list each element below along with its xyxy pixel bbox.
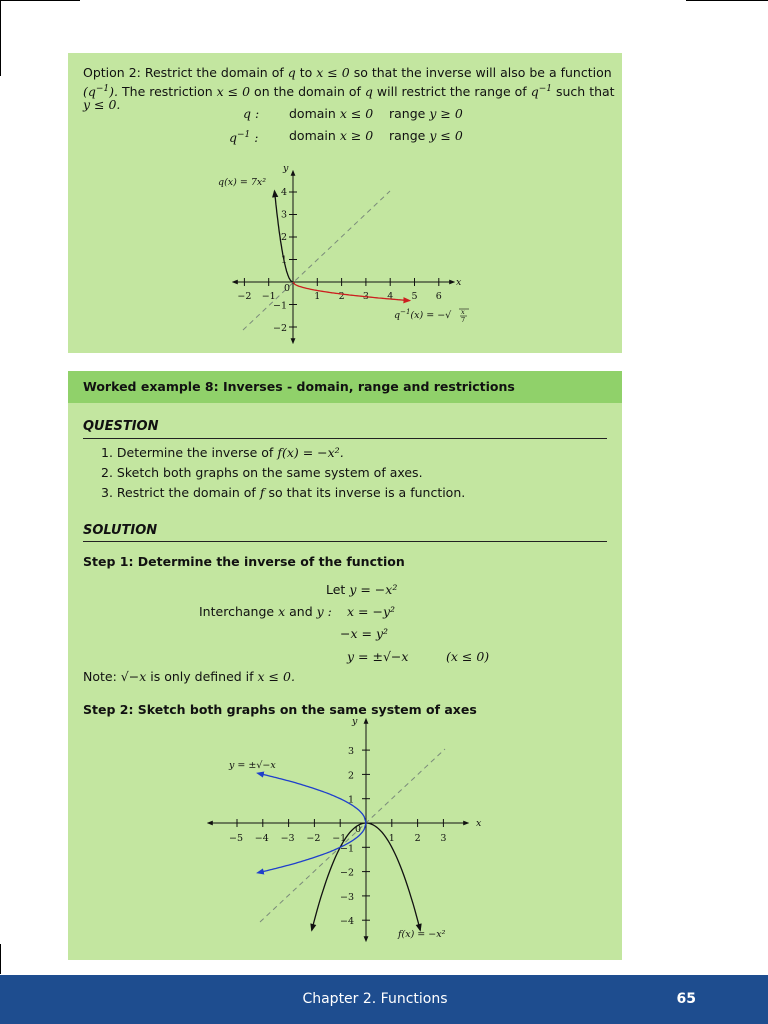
question-text: Sketch both graphs on the same system of axes. xyxy=(116,465,423,480)
math-sqrt: √−x xyxy=(120,669,147,684)
text: Option 2: Restrict the domain of xyxy=(83,65,284,80)
x-tick-label: −5 xyxy=(229,833,244,844)
math-q: (q xyxy=(83,84,96,100)
x-tick-label: −4 xyxy=(254,833,269,844)
crop-mark xyxy=(0,0,80,1)
y-tick-label: −1 xyxy=(340,843,355,855)
f-label: f(x) = −x² xyxy=(398,929,446,940)
math-sup: −1 xyxy=(237,130,251,140)
x-axis-label: x xyxy=(476,818,482,829)
step1-heading: Step 1: Determine the inverse of the function xyxy=(83,554,405,569)
x-tick-label: 5 xyxy=(411,291,418,302)
inverse-label: y = ±√−x xyxy=(229,760,276,771)
domain-value: x ≥ 0 xyxy=(339,128,374,143)
x-tick-label: −1 xyxy=(332,833,347,844)
y-tick-label: 3 xyxy=(281,209,288,221)
x-tick-label: 4 xyxy=(387,291,394,302)
eq-4-condition: (x ≤ 0) xyxy=(446,649,490,664)
text: Interchange xyxy=(199,604,275,619)
question-heading: QUESTION xyxy=(83,419,159,434)
question-num: 2. xyxy=(101,465,113,480)
x-tick-label: 3 xyxy=(362,291,369,302)
question-rule xyxy=(83,438,607,439)
x-tick-label: −3 xyxy=(280,833,295,844)
q-inverse-label: $q^{-1}(x)$ = −√ xyxy=(394,308,452,321)
math-eq: y = −x² xyxy=(349,582,398,597)
range-value: y ≥ 0 xyxy=(429,106,463,121)
y-axis-label: y xyxy=(352,716,358,727)
eq-4: y = ±√−x xyxy=(347,649,409,664)
footer-chapter: Chapter 2. Functions xyxy=(302,991,448,1007)
math-sup: −1 xyxy=(538,84,552,94)
x-axis-label: x xyxy=(456,277,462,288)
x-tick-label: 2 xyxy=(414,833,421,844)
text: such that xyxy=(555,84,615,100)
option2-line3: y ≤ 0. xyxy=(83,97,121,112)
math-sup: −1 xyxy=(95,84,110,94)
text: Let xyxy=(326,582,346,597)
question-num: 3. xyxy=(101,485,113,500)
range-word: range xyxy=(389,106,426,121)
question-num: 1. xyxy=(101,445,113,460)
crop-mark xyxy=(0,944,1,974)
math-condition: x ≤ 0. xyxy=(257,669,295,684)
text: on the domain of xyxy=(254,84,361,100)
domain-word: domain xyxy=(289,128,336,143)
option2-box xyxy=(68,53,622,353)
question-text: Determine the inverse of xyxy=(116,445,274,460)
origin-label: 0 xyxy=(355,824,362,835)
x-tick-label: 1 xyxy=(314,291,321,302)
graph-f-and-inverse xyxy=(68,711,622,956)
text: so that the inverse will also be a function xyxy=(353,65,612,80)
x-tick-label: −1 xyxy=(261,291,276,302)
eq-3: −x = y² xyxy=(340,626,389,641)
y-tick-label: −2 xyxy=(273,323,288,334)
y-tick-label: −2 xyxy=(340,867,355,879)
text: The restriction xyxy=(122,84,213,100)
fn-suffix: : xyxy=(250,130,259,146)
range-value: y ≤ 0 xyxy=(429,128,463,143)
eq-2: x = −y² xyxy=(347,604,396,619)
y-tick-label: 3 xyxy=(348,746,355,758)
y-tick-label: −3 xyxy=(340,891,355,903)
x-tick-label: −2 xyxy=(237,291,252,302)
domain-word: domain xyxy=(289,106,336,121)
y-tick-label: −1 xyxy=(273,300,288,312)
question-text: so that its inverse is a function. xyxy=(268,485,466,500)
range-word: range xyxy=(389,128,426,143)
question-math: f xyxy=(259,485,265,500)
y-axis-label: y xyxy=(283,163,289,174)
question-math: f(x) = −x². xyxy=(277,445,344,460)
graph-q-and-inverse xyxy=(68,53,622,353)
question-item xyxy=(101,485,465,501)
math-condition: x ≤ 0 xyxy=(316,65,350,80)
y-tick-label: 2 xyxy=(348,770,355,782)
x-tick-label: 6 xyxy=(435,291,442,302)
graph2-ticks xyxy=(229,746,446,927)
math-condition: x ≤ 0 xyxy=(216,84,251,100)
y-tick-label: 4 xyxy=(281,187,288,198)
solution-heading: SOLUTION xyxy=(83,523,158,538)
crop-mark xyxy=(0,0,1,76)
math-q: q xyxy=(364,84,373,100)
math-q: q xyxy=(287,65,296,80)
text: Note: xyxy=(83,669,117,684)
note xyxy=(83,669,295,685)
x-tick-label: 3 xyxy=(440,833,447,844)
fn-label: q : xyxy=(243,106,260,121)
text: is only defined if xyxy=(150,669,254,684)
eq-interchange xyxy=(199,604,332,620)
question-item xyxy=(101,465,423,481)
eq-let xyxy=(326,582,397,598)
text: to xyxy=(299,65,313,80)
x-tick-label: −2 xyxy=(306,833,321,844)
y-tick-label: 1 xyxy=(281,254,288,266)
solution-rule xyxy=(83,541,607,542)
math-paren: ). xyxy=(109,84,119,100)
domain-value: x ≤ 0 xyxy=(339,106,374,121)
footer-page-number: 65 xyxy=(676,991,696,1007)
x-tick-label: 1 xyxy=(388,833,395,844)
question-item xyxy=(101,445,344,461)
y-tick-label: 1 xyxy=(348,794,355,806)
worked-example-header xyxy=(68,371,622,403)
worked-example-box xyxy=(68,371,622,960)
fn-label: q xyxy=(229,130,238,146)
y-tick-label: −4 xyxy=(340,916,355,928)
q-label: q(x) = 7x² xyxy=(218,177,267,188)
q-inverse-frac-den: 7 xyxy=(461,316,466,324)
q-inverse-frac-num: x xyxy=(461,308,465,316)
math-x: x xyxy=(278,604,286,619)
worked-example-title: Worked example 8: Inverses - domain, range and restrictions xyxy=(83,379,515,394)
y-tick-label: 2 xyxy=(281,232,288,243)
math-q: q xyxy=(530,84,539,100)
step2-heading: Step 2: Sketch both graphs on the same system of axes xyxy=(83,702,477,717)
text: will restrict the range of xyxy=(376,84,527,100)
identity-dashed-line xyxy=(243,191,390,330)
crop-mark xyxy=(686,0,768,1)
origin-label: 0 xyxy=(284,283,291,294)
question-text: Restrict the domain of xyxy=(116,485,256,500)
x-tick-label: 2 xyxy=(338,291,345,302)
math-y: y : xyxy=(316,604,332,619)
text: and xyxy=(289,604,313,619)
page-footer xyxy=(0,975,768,1024)
